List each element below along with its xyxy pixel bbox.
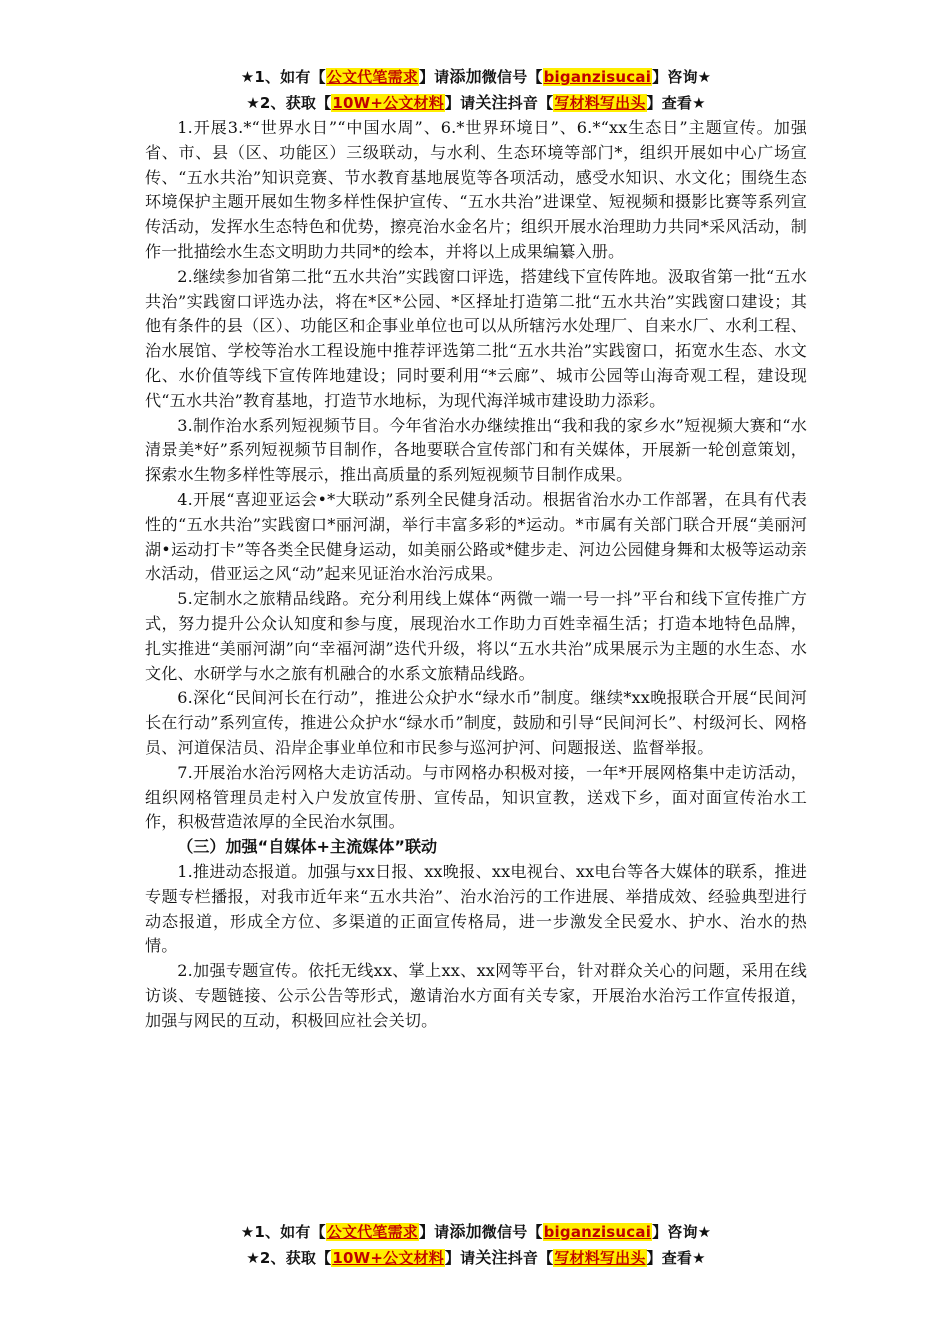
banner-1-suffix: 】咨询★ (652, 68, 712, 86)
paragraph-item-3: 3.制作治水系列短视频节目。今年省治水办继续推出“我和我的家乡水”短视频大赛和“水清景美*好”系列短视频节目制作，各地要联合宣传部门和有关媒体，开展新一轮创意策划，探索水生物多样性等展示，推出高质量的系列短视频节目制作成果。 (145, 415, 807, 485)
section-heading: （三）加强“自媒体+主流媒体”联动 (177, 837, 438, 857)
paragraph-item-4: 4.开展“喜迎亚运会•*大联动”系列全民健身活动。根据省治水办工作部署，在具有代表性的“五水共治”实践窗口*丽河湖，举行丰富多彩的*运动。*市属有关部门联合开展“美丽河湖•运动打卡”等各类全民健身运动，如美丽公路或*健步走、河边公园健身舞和太极等运动亲水活动，借亚运之风“动”起来见证治水治污成果。 (145, 489, 807, 584)
banner-2-highlight: 10W+公文材料 (332, 94, 444, 112)
bottom-banner-1-emphasis: 添加 (449, 1222, 482, 1241)
paragraph-item-5: 5.定制水之旅精品线路。充分利用线上媒体“两微一端一号一抖”平台和线下宣传推广方式，努力提升公众认知度和参与度，展现治水工作助力百姓幸福生活；打造本地特色品牌，扎实推进“美丽河湖”向“幸福河湖”迭代升级，将以“五水共治”成果展示为主题的水生态、水文化、水研学与水之旅有机融合的水系文旅精品线路。 (145, 589, 807, 683)
bottom-banner-1-middle-2: 微信号【 (481, 1223, 543, 1241)
paragraph-item-7: 7.开展治水治污网格大走访活动。与市网格办积极对接，一年*开展网格集中走访活动，组织网格管理员走村入户发放宣传册、宣传品，知识宣教，送戏下乡，面对面宣传治水工作，积极营造浓厚的全民治水氛围。 (145, 762, 807, 832)
banner-2-middle-2: 抖音【 (507, 94, 554, 112)
banner-1-prefix: ★1、如有【 (240, 68, 326, 86)
paragraph-item-2: 2.继续参加省第二批“五水共治”实践窗口评选，搭建线下宣传阵地。汲取省第一批“五水共治”实践窗口评选办法，将在*区*公园、*区择址打造第二批“五水共治”实践窗口建设；其他有条件的县（区）、功能区和企事业单位也可以从所辖污水处理厂、自来水厂、水利工程、治水展馆、学校等治水工程设施中推荐评选第二批“五水共治”实践窗口，拓宽水生态、水文化、水价值等线下宣传阵地建设；同时要利用“*云廊”、城市公园等山海奇观工程，建设现代“五水共治”教育基地，打造节水地标，为现代海洋城市建设助力添彩。 (145, 266, 807, 410)
paragraph-section-item-1: 1.推进动态报道。加强与xx日报、xx晚报、xx电视台、xx电台等各大媒体的联系，推进专题专栏播报，对我市近年来“五水共治”、治水治污的工作进展、举措成效、经验典型进行动态报道，形成全方位、多渠道的正面宣传格局，进一步激发全民爱水、护水、治水的热情。 (145, 861, 807, 956)
bottom-banner-1-suffix: 】咨询★ (652, 1223, 712, 1241)
bottom-banner-block (145, 1219, 807, 1271)
banner-1-middle-2: 微信号【 (481, 68, 543, 86)
bottom-banner-2-middle-1: 】请 (444, 1249, 476, 1267)
banner-1-wechat-id: biganzisucai (543, 68, 652, 86)
bottom-banner-2-suffix: 】查看★ (646, 1249, 706, 1267)
bottom-banner-1-middle-1: 】请 (418, 1223, 450, 1241)
bottom-banner-2-middle-2: 抖音【 (507, 1249, 554, 1267)
bottom-banner-1-highlight: 公文代笔需求 (326, 1223, 418, 1241)
bottom-banner-2-prefix: ★2、获取【 (246, 1249, 332, 1267)
banner-line-2 (145, 90, 807, 116)
banner-1-highlight: 公文代笔需求 (326, 68, 418, 86)
top-banner-block (145, 64, 807, 116)
banner-2-emphasis: 关注 (475, 93, 508, 112)
banner-1-emphasis: 添加 (449, 67, 482, 86)
paragraph-item-1: 1.开展3.*“世界水日”“中国水周”、6.*世界环境日”、6.*“xx生态日”主题宣传。加强省、市、县（区、功能区）三级联动，与水利、生态环境等部门*，组织开展如中心广场宣传、“五水共治”知识竞赛、节水教育基地展览等各项活动，感受水知识、水文化；围绕生态环境保护主题开展如生物多样性保护宣传、“五水共治”进课堂、短视频和摄影比赛等系列宣传活动，发挥水生态特色和优势，擦亮治水金名片；组织开展水治理助力共同*采风活动，制作一批描绘水生态文明助力共同*的绘本，并将以上成果编纂入册。 (145, 118, 807, 261)
bottom-banner-line-2 (145, 1245, 807, 1271)
banner-line-1 (145, 64, 807, 90)
bottom-banner-2-highlight: 10W+公文材料 (332, 1249, 444, 1267)
paragraph-item-6: 6.深化“民间河长在行动”，推进公众护水“绿水币”制度。继续*xx晚报联合开展“民间河长在行动”系列宣传，推进公众护水“绿水币”制度，鼓励和引导“民间河长”、村级河长、网格员、河道保洁员、沿岸企事业单位和市民参与巡河护河、问题报送、监督举报。 (145, 688, 807, 757)
bottom-banner-2-emphasis: 关注 (475, 1248, 508, 1267)
bottom-banner-1-wechat-id: biganzisucai (543, 1223, 652, 1241)
bottom-banner-line-1 (145, 1219, 807, 1245)
banner-2-suffix: 】查看★ (646, 94, 706, 112)
banner-2-middle-1: 】请 (444, 94, 476, 112)
banner-2-prefix: ★2、获取【 (246, 94, 332, 112)
bottom-banner-2-douyin-id: 写材料写出头 (554, 1249, 646, 1267)
bottom-banner-1-prefix: ★1、如有【 (240, 1223, 326, 1241)
paragraph-section-item-2: 2.加强专题宣传。依托无线xx、掌上xx、xx网等平台，针对群众关心的问题，采用在线访谈、专题链接、公示公告等形式，邀请治水方面有关专家，开展治水治污工作宣传报道，加强与网民的互动，积极回应社会关切。 (145, 961, 807, 1030)
banner-1-middle-1: 】请 (418, 68, 450, 86)
banner-2-douyin-id: 写材料写出头 (554, 94, 646, 112)
document-page (145, 64, 807, 1267)
